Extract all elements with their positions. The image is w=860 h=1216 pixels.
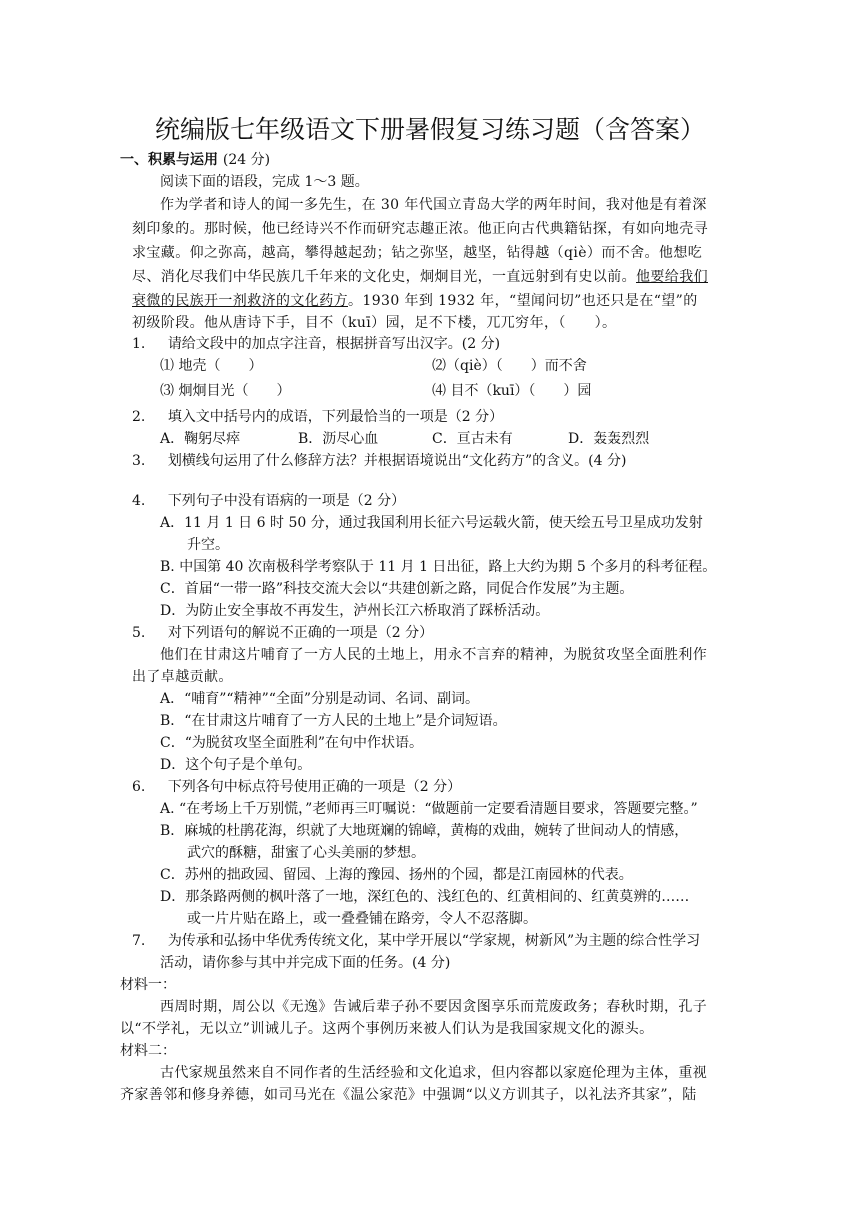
passage-line-6: 初级阶段。他从唐诗下手，目不（kuī）园，足不下楼，兀兀穷年，（ ）。 xyxy=(132,315,617,331)
question-text: 为传承和弘扬中华优秀传统文化，某中学开展以“学家规，树新风”为主题的综合性学习 xyxy=(167,933,701,949)
q6-option-b: B．麻城的杜鹃花海，织就了大地斑斓的锦嶂，黄梅的戏曲，婉转了世间动人的情感， xyxy=(160,823,689,839)
passage-line-3: 求宝藏。仰之弥高，越高，攀得越起劲；钻之弥坚，越坚，钻得越（qiè）而不舍。他想吃 xyxy=(132,245,703,261)
q5-option-a: A．“哺育”“精神”“全面”分别是动词、名词、副词。 xyxy=(160,691,480,707)
q1-item-4: ⑷ 目不（kuī）（ ）园 xyxy=(432,383,592,399)
material-1-label: 材料一： xyxy=(120,977,176,993)
section-heading-text: 一、积累与运用 xyxy=(120,152,218,168)
q1-item-1: ⑴ 地壳（ ） xyxy=(160,358,263,374)
reading-instruction: 阅读下面的语段，完成 1～3 题。 xyxy=(160,174,369,190)
question-text: 划横线句运用了什么修辞方法？并根据语境说出“文化药方”的含义。(4 分) xyxy=(167,453,627,469)
q5-option-d: D．这个句子是个单句。 xyxy=(160,757,312,773)
passage-line-4-text: 尽、消化尽我们中华民族几千年来的文化史，炯炯目光，一直远射到有史以前。 xyxy=(132,269,636,285)
question-4 xyxy=(132,492,405,510)
passage-line-1: 作为学者和诗人的闻一多先生，在 30 年代国立青岛大学的两年时间，我对他是有着深 xyxy=(160,197,707,213)
question-text: 下列句子中没有语病的一项是（2 分） xyxy=(167,493,406,509)
question-5 xyxy=(132,624,433,642)
question-7 xyxy=(132,932,700,950)
material-2-line-2: 齐家善邻和修身养德，如司马光在《温公家范》中强调“以义方训其子，以礼法齐其家”，陆 xyxy=(120,1087,697,1103)
question-text: 下列各句中标点符号使用正确的一项是（2 分） xyxy=(167,779,462,795)
question-number: 6. xyxy=(132,779,146,795)
passage-line-2: 刻印象的。那时候，他已经诗兴不作而研究志趣正浓。他正向古代典籍钻探，有如向地壳寻 xyxy=(132,221,708,237)
question-text: 请给文段中的加点字注音，根据拼音写出汉字。(2 分) xyxy=(167,336,501,352)
passage-line-5 xyxy=(132,292,698,310)
passage-line-4 xyxy=(132,268,708,286)
underlined-sentence-part-2: 衰微的民族开一剂救济的文化药方 xyxy=(132,293,348,309)
document-title: 统编版七年级语文下册暑假复习练习题（含答案） xyxy=(154,115,705,144)
question-text: 填入文中括号内的成语，下列最恰当的一项是（2 分） xyxy=(167,409,504,425)
material-1-line-1: 西周时期，周公以《无逸》告诫后辈子孙不要因贪图享乐而荒废政务；春秋时期，孔子 xyxy=(160,999,708,1015)
q4-option-a-cont: 升空。 xyxy=(187,537,229,553)
q4-option-c: C．首届“一带一路”科技交流大会以“共建创新之路，同促合作发展”为主题。 xyxy=(160,581,634,597)
question-3 xyxy=(132,452,626,470)
question-number: 5. xyxy=(132,625,146,641)
question-number: 3. xyxy=(132,453,146,469)
q6-option-b-cont: 武穴的酥糖，甜蜜了心头美丽的梦想。 xyxy=(187,845,425,861)
underlined-sentence-part-1: 他要给我们 xyxy=(636,269,708,285)
question-2 xyxy=(132,408,503,426)
question-text: 对下列语句的解说不正确的一项是（2 分） xyxy=(167,625,434,641)
q2-option-b: B．沥尽心血 xyxy=(298,431,379,447)
material-2-label: 材料二： xyxy=(120,1043,176,1059)
q6-option-a: A. “在考场上千万别慌，”老师再三叮嘱说：“做题前一定要看清题目要求，答题要完整。” xyxy=(160,801,698,817)
q5-option-c: C．“为脱贫攻坚全面胜利”在句中作状语。 xyxy=(160,735,424,751)
q4-option-d: D．为防止安全事故不再发生，泸州长江六桥取消了踩桥活动。 xyxy=(160,603,550,619)
q6-option-c: C．苏州的拙政园、留园、上海的豫园、扬州的个园，都是江南园林的代表。 xyxy=(160,867,633,883)
question-7-cont: 活动，请你参与其中并完成下面的任务。(4 分) xyxy=(160,955,451,971)
section-score: (24 分) xyxy=(222,152,271,168)
q5-option-b: B．“在甘肃这片哺育了一方人民的土地上”是介词短语。 xyxy=(160,713,507,729)
question-number: 1. xyxy=(132,336,146,352)
q2-option-d: D．轰轰烈烈 xyxy=(568,431,650,447)
q6-option-d-cont: 或一片片贴在路上，或一叠叠铺在路旁，令人不忍落脚。 xyxy=(187,911,537,927)
question-number: 4. xyxy=(132,493,146,509)
q2-option-c: C．亘古未有 xyxy=(432,431,513,447)
q5-sentence-line-1: 他们在甘肃这片哺育了一方人民的土地上，用永不言弃的精神，为脱贫攻坚全面胜利作 xyxy=(160,647,708,663)
q6-option-d: D．那条路两侧的枫叶落了一地，深红色的、浅红色的、红黄相间的、红黄莫辨的…… xyxy=(160,889,690,905)
q4-option-b: B. 中国第 40 次南极科学考察队于 11 月 1 日出征，路上大约为期 5 个多月的科考征程。 xyxy=(160,559,717,575)
q5-sentence-line-2: 出了卓越贡献。 xyxy=(132,669,233,685)
question-number: 7. xyxy=(132,933,146,949)
q1-item-3: ⑶ 炯炯目光（ ） xyxy=(160,383,291,399)
question-1 xyxy=(132,335,500,353)
question-6 xyxy=(132,778,461,796)
question-number: 2. xyxy=(132,409,146,425)
q4-option-a: A．11 月 1 日 6 时 50 分，通过我国利用长征六号运载火箭，使天绘五号卫星成功发射 xyxy=(160,515,703,531)
material-1-line-2: 以“不学礼，无以立”训诫儿子。这两个事例历来被人们认为是我国家规文化的源头。 xyxy=(120,1021,654,1037)
section-heading xyxy=(120,151,270,169)
passage-line-5-text: 。1930 年到 1932 年，“望闻问切”也还只是在“望”的 xyxy=(348,293,698,309)
material-2-line-1: 古代家规虽然来自不同作者的生活经验和文化追求，但内容都以家庭伦理为主体，重视 xyxy=(160,1065,708,1081)
q2-option-a: A．鞠躬尽瘁 xyxy=(160,431,241,447)
q1-item-2: ⑵（qiè）（ ）而不舍 xyxy=(432,358,587,374)
